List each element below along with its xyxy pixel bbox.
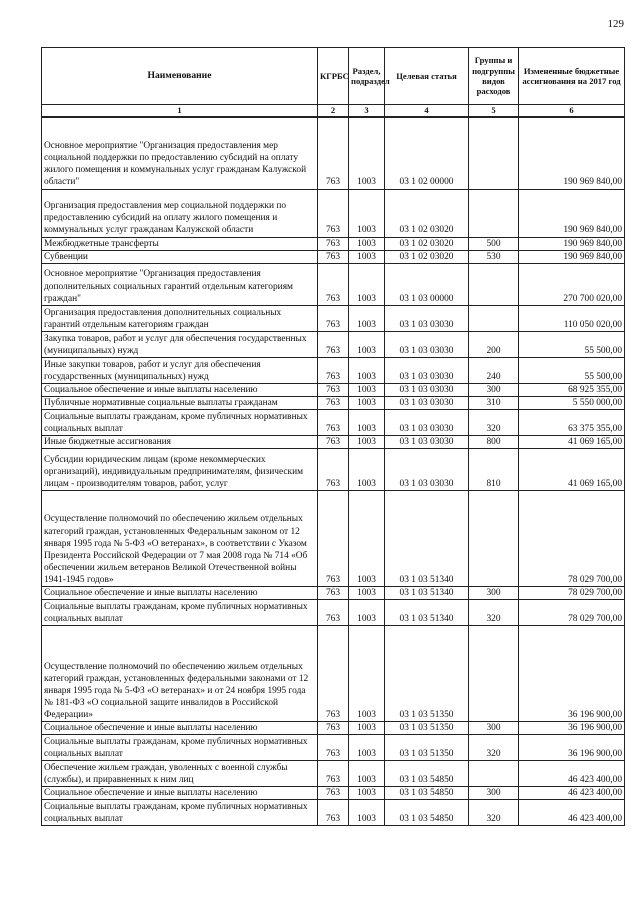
row-group: 810 xyxy=(469,448,519,490)
row-target: 03 1 03 00000 xyxy=(385,263,469,305)
row-group xyxy=(469,305,519,331)
row-section: 1003 xyxy=(349,721,385,734)
row-amount: 36 196 900,00 xyxy=(519,734,625,760)
table-row xyxy=(42,250,625,263)
row-amount: 190 969 840,00 xyxy=(519,189,625,237)
row-section: 1003 xyxy=(349,117,385,189)
row-target: 03 1 03 51340 xyxy=(385,490,469,586)
row-kgrbs: 763 xyxy=(318,490,349,586)
row-kgrbs: 763 xyxy=(318,599,349,625)
row-target: 03 1 03 51340 xyxy=(385,586,469,599)
row-amount: 55 500,00 xyxy=(519,357,625,383)
row-group: 240 xyxy=(469,357,519,383)
row-group: 320 xyxy=(469,799,519,825)
row-amount: 190 969 840,00 xyxy=(519,250,625,263)
row-kgrbs: 763 xyxy=(318,721,349,734)
row-kgrbs: 763 xyxy=(318,799,349,825)
row-target: 03 1 02 03020 xyxy=(385,237,469,250)
row-name: Социальное обеспечение и иные выплаты населению xyxy=(42,586,318,599)
row-target: 03 1 02 03020 xyxy=(385,250,469,263)
row-section: 1003 xyxy=(349,586,385,599)
table-row xyxy=(42,786,625,799)
row-group: 320 xyxy=(469,599,519,625)
row-target: 03 1 02 00000 xyxy=(385,117,469,189)
row-kgrbs: 763 xyxy=(318,448,349,490)
row-amount: 78 029 700,00 xyxy=(519,599,625,625)
row-name: Иные закупки товаров, работ и услуг для обеспечения государственных (муниципальных) нужд xyxy=(42,357,318,383)
column-number: 3 xyxy=(349,105,385,118)
row-group: 320 xyxy=(469,734,519,760)
row-kgrbs: 763 xyxy=(318,786,349,799)
table-row xyxy=(42,396,625,409)
row-name: Социальное обеспечение и иные выплаты населению xyxy=(42,721,318,734)
row-amount: 190 969 840,00 xyxy=(519,117,625,189)
column-number: 5 xyxy=(469,105,519,118)
row-target: 03 1 03 51340 xyxy=(385,599,469,625)
row-target: 03 1 03 03030 xyxy=(385,396,469,409)
table-row xyxy=(42,435,625,448)
row-kgrbs: 763 xyxy=(318,409,349,435)
row-group: 800 xyxy=(469,435,519,448)
row-name: Осуществление полномочий по обеспечению жильем отдельных категорий граждан, установленных федеральными законами от 12 января 1995 года № 5-ФЗ «О ветеранах» и от 24 ноября 1995 года № 181-ФЗ «О социальной защите инвалидов в Российской Федерации» xyxy=(42,625,318,721)
row-name: Закупка товаров, работ и услуг для обеспечения государственных (муниципальных) нужд xyxy=(42,331,318,357)
row-name: Социальные выплаты гражданам, кроме публичных нормативных социальных выплат xyxy=(42,599,318,625)
row-amount: 63 375 355,00 xyxy=(519,409,625,435)
row-section: 1003 xyxy=(349,250,385,263)
row-group: 200 xyxy=(469,331,519,357)
row-amount: 41 069 165,00 xyxy=(519,448,625,490)
row-target: 03 1 03 03030 xyxy=(385,305,469,331)
row-kgrbs: 763 xyxy=(318,357,349,383)
row-amount: 270 700 020,00 xyxy=(519,263,625,305)
row-section: 1003 xyxy=(349,237,385,250)
table-row xyxy=(42,263,625,305)
row-name: Иные бюджетные ассигнования xyxy=(42,435,318,448)
row-section: 1003 xyxy=(349,799,385,825)
table-row xyxy=(42,448,625,490)
row-section: 1003 xyxy=(349,396,385,409)
row-kgrbs: 763 xyxy=(318,435,349,448)
row-group xyxy=(469,625,519,721)
table-row xyxy=(42,237,625,250)
row-amount: 5 550 000,00 xyxy=(519,396,625,409)
table-row xyxy=(42,409,625,435)
row-group xyxy=(469,760,519,786)
table-row xyxy=(42,721,625,734)
row-section: 1003 xyxy=(349,409,385,435)
row-amount: 55 500,00 xyxy=(519,331,625,357)
row-target: 03 1 03 03030 xyxy=(385,435,469,448)
row-kgrbs: 763 xyxy=(318,383,349,396)
table-row xyxy=(42,760,625,786)
table-row xyxy=(42,383,625,396)
row-kgrbs: 763 xyxy=(318,237,349,250)
row-name: Социальное обеспечение и иные выплаты населению xyxy=(42,786,318,799)
row-section: 1003 xyxy=(349,599,385,625)
row-amount: 46 423 400,00 xyxy=(519,786,625,799)
row-target: 03 1 03 03030 xyxy=(385,409,469,435)
row-name: Осуществление полномочий по обеспечению жильем отдельных категорий граждан, установленных Федеральным законом от 12 января 1995 года № 5-ФЗ «О ветеранах», в соответствии с Указом Президента Российской Федерации от 7 мая 2008 года № 714 «Об обеспечении жильем ветеранов Великой Отечественной войны 1941-1945 годов» xyxy=(42,490,318,586)
row-name: Межбюджетные трансферты xyxy=(42,237,318,250)
header-amount: Измененные бюджетные ассигнования на 2017 год xyxy=(519,48,625,105)
row-name: Организация предоставления дополнительных социальных гарантий отдельным категориям граждан xyxy=(42,305,318,331)
row-group: 500 xyxy=(469,237,519,250)
column-number: 4 xyxy=(385,105,469,118)
row-group xyxy=(469,117,519,189)
table-row xyxy=(42,799,625,825)
header-row xyxy=(42,48,625,105)
row-section: 1003 xyxy=(349,435,385,448)
column-number: 6 xyxy=(519,105,625,118)
column-number: 1 xyxy=(42,105,318,118)
row-name: Социальное обеспечение и иные выплаты населению xyxy=(42,383,318,396)
row-kgrbs: 763 xyxy=(318,586,349,599)
row-group: 530 xyxy=(469,250,519,263)
row-name: Обеспечение жильем граждан, уволенных с военной службы (службы), и приравненных к ним лиц xyxy=(42,760,318,786)
row-section: 1003 xyxy=(349,263,385,305)
row-section: 1003 xyxy=(349,490,385,586)
row-kgrbs: 763 xyxy=(318,625,349,721)
row-amount: 190 969 840,00 xyxy=(519,237,625,250)
row-kgrbs: 763 xyxy=(318,305,349,331)
row-group xyxy=(469,263,519,305)
row-amount: 78 029 700,00 xyxy=(519,490,625,586)
header-section: Раздел, подраздел xyxy=(349,48,385,105)
row-target: 03 1 03 03030 xyxy=(385,448,469,490)
row-group: 300 xyxy=(469,586,519,599)
table-row xyxy=(42,189,625,237)
row-kgrbs: 763 xyxy=(318,396,349,409)
row-name: Основное мероприятие "Организация предоставления дополнительных социальных гарантий отдельным категориям граждан" xyxy=(42,263,318,305)
row-amount: 36 196 900,00 xyxy=(519,721,625,734)
row-kgrbs: 763 xyxy=(318,117,349,189)
row-amount: 36 196 900,00 xyxy=(519,625,625,721)
row-section: 1003 xyxy=(349,448,385,490)
row-name: Субсидии юридическим лицам (кроме некоммерческих организаций), индивидуальным предпринимателям, физическим лицам - производителям товаров, работ, услуг xyxy=(42,448,318,490)
table-row xyxy=(42,490,625,586)
row-amount: 78 029 700,00 xyxy=(519,586,625,599)
row-group: 300 xyxy=(469,786,519,799)
row-section: 1003 xyxy=(349,760,385,786)
row-target: 03 1 03 54850 xyxy=(385,786,469,799)
row-section: 1003 xyxy=(349,331,385,357)
table-row xyxy=(42,625,625,721)
column-number: 2 xyxy=(318,105,349,118)
row-target: 03 1 03 51350 xyxy=(385,625,469,721)
header-target: Целевая статья xyxy=(385,48,469,105)
row-name: Социальные выплаты гражданам, кроме публичных нормативных социальных выплат xyxy=(42,409,318,435)
row-amount: 46 423 400,00 xyxy=(519,760,625,786)
row-target: 03 1 03 54850 xyxy=(385,760,469,786)
row-group: 300 xyxy=(469,383,519,396)
row-amount: 46 423 400,00 xyxy=(519,799,625,825)
row-group xyxy=(469,490,519,586)
row-group xyxy=(469,189,519,237)
row-target: 03 1 03 51350 xyxy=(385,734,469,760)
row-name: Публичные нормативные социальные выплаты гражданам xyxy=(42,396,318,409)
row-target: 03 1 03 03030 xyxy=(385,383,469,396)
row-group: 300 xyxy=(469,721,519,734)
column-number-row xyxy=(42,105,625,118)
row-kgrbs: 763 xyxy=(318,331,349,357)
table-row xyxy=(42,305,625,331)
table-row xyxy=(42,331,625,357)
row-section: 1003 xyxy=(349,383,385,396)
row-amount: 68 925 355,00 xyxy=(519,383,625,396)
row-target: 03 1 03 03030 xyxy=(385,331,469,357)
table-row xyxy=(42,117,625,189)
header-kgrbs: КГРБС xyxy=(318,48,349,105)
budget-table xyxy=(41,47,625,826)
row-kgrbs: 763 xyxy=(318,760,349,786)
row-section: 1003 xyxy=(349,357,385,383)
row-kgrbs: 763 xyxy=(318,250,349,263)
row-group: 310 xyxy=(469,396,519,409)
row-target: 03 1 03 51350 xyxy=(385,721,469,734)
row-section: 1003 xyxy=(349,305,385,331)
row-section: 1003 xyxy=(349,625,385,721)
row-kgrbs: 763 xyxy=(318,263,349,305)
row-target: 03 1 02 03020 xyxy=(385,189,469,237)
row-section: 1003 xyxy=(349,734,385,760)
row-amount: 110 050 020,00 xyxy=(519,305,625,331)
row-name: Социальные выплаты гражданам, кроме публичных нормативных социальных выплат xyxy=(42,799,318,825)
header-groups: Группы и подгруппы видов расходов xyxy=(469,48,519,105)
row-name: Основное мероприятие "Организация предоставления мер социальной поддержки по предоставлению субсидий на оплату жилого помещения и коммунальных услуг гражданам Калужской области" xyxy=(42,117,318,189)
header-name: Наименование xyxy=(42,48,318,105)
table-body xyxy=(42,117,625,825)
row-target: 03 1 03 54850 xyxy=(385,799,469,825)
row-kgrbs: 763 xyxy=(318,189,349,237)
row-name: Организация предоставления мер социальной поддержки по предоставлению субсидий на оплату жилого помещения и коммунальных услуг гражданам Калужской области xyxy=(42,189,318,237)
table-row xyxy=(42,357,625,383)
row-amount: 41 069 165,00 xyxy=(519,435,625,448)
table-row xyxy=(42,586,625,599)
row-section: 1003 xyxy=(349,786,385,799)
row-kgrbs: 763 xyxy=(318,734,349,760)
row-target: 03 1 03 03030 xyxy=(385,357,469,383)
row-name: Субвенции xyxy=(42,250,318,263)
row-section: 1003 xyxy=(349,189,385,237)
row-name: Социальные выплаты гражданам, кроме публичных нормативных социальных выплат xyxy=(42,734,318,760)
row-group: 320 xyxy=(469,409,519,435)
table-row xyxy=(42,599,625,625)
page-number: 129 xyxy=(607,18,624,30)
table-row xyxy=(42,734,625,760)
